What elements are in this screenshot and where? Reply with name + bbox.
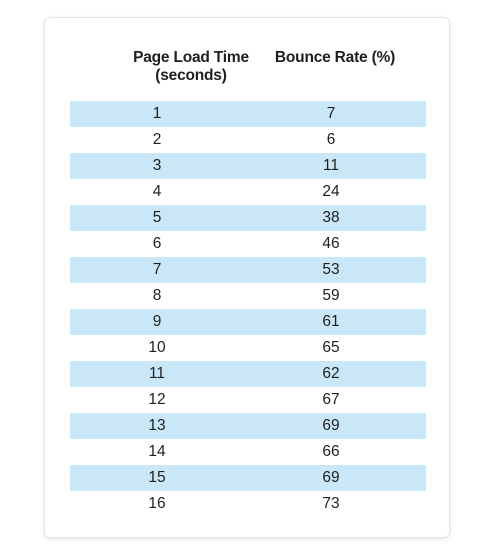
cell-bounce-rate: 73 [322, 495, 340, 512]
table-row [70, 413, 426, 439]
table-row [70, 283, 426, 309]
cell-bounce-rate: 7 [326, 105, 336, 122]
cell-bounce-rate: 62 [322, 365, 340, 382]
table-row [70, 101, 426, 127]
table-row [70, 127, 426, 153]
table-row [70, 387, 426, 413]
table-body [70, 101, 426, 517]
table-row [70, 205, 426, 231]
cell-page-load-time: 13 [148, 417, 166, 434]
cell-page-load-time: 2 [152, 131, 162, 148]
cell-page-load-time: 14 [148, 443, 166, 460]
cell-page-load-time: 3 [152, 157, 162, 174]
cell-bounce-rate: 69 [322, 417, 340, 434]
cell-bounce-rate: 11 [322, 157, 340, 174]
cell-bounce-rate: 66 [322, 443, 340, 460]
cell-bounce-rate: 67 [322, 391, 340, 408]
table-row [70, 153, 426, 179]
column-header-line: (seconds) [155, 67, 227, 84]
cell-page-load-time: 10 [148, 339, 166, 356]
table-card [44, 17, 450, 538]
cell-page-load-time: 6 [152, 235, 162, 252]
cell-page-load-time: 16 [148, 495, 166, 512]
cell-page-load-time: 11 [148, 365, 166, 382]
table-row [70, 257, 426, 283]
table-row [70, 439, 426, 465]
cell-bounce-rate: 69 [322, 469, 340, 486]
column-header-line: Page Load Time [133, 49, 249, 66]
cell-bounce-rate: 46 [322, 235, 340, 252]
cell-bounce-rate: 38 [322, 209, 340, 226]
cell-bounce-rate: 61 [322, 313, 340, 330]
cell-page-load-time: 12 [148, 391, 166, 408]
cell-bounce-rate: 59 [322, 287, 340, 304]
cell-page-load-time: 1 [152, 105, 162, 122]
cell-page-load-time: 8 [152, 287, 162, 304]
table-row [70, 361, 426, 387]
cell-bounce-rate: 24 [322, 183, 340, 200]
table-header [45, 49, 449, 105]
table-row [70, 179, 426, 205]
cell-page-load-time: 5 [152, 209, 162, 226]
table-row [70, 231, 426, 257]
table-row [70, 491, 426, 517]
cell-page-load-time: 4 [152, 183, 162, 200]
cell-page-load-time: 7 [152, 261, 162, 278]
table-row [70, 309, 426, 335]
table-row [70, 335, 426, 361]
cell-page-load-time: 9 [152, 313, 162, 330]
column-header-bounce-rate: Bounce Rate (%) [274, 49, 396, 66]
cell-page-load-time: 15 [148, 469, 166, 486]
cell-bounce-rate: 65 [322, 339, 340, 356]
cell-bounce-rate: 53 [322, 261, 340, 278]
table-row [70, 465, 426, 491]
cell-bounce-rate: 6 [326, 131, 336, 148]
